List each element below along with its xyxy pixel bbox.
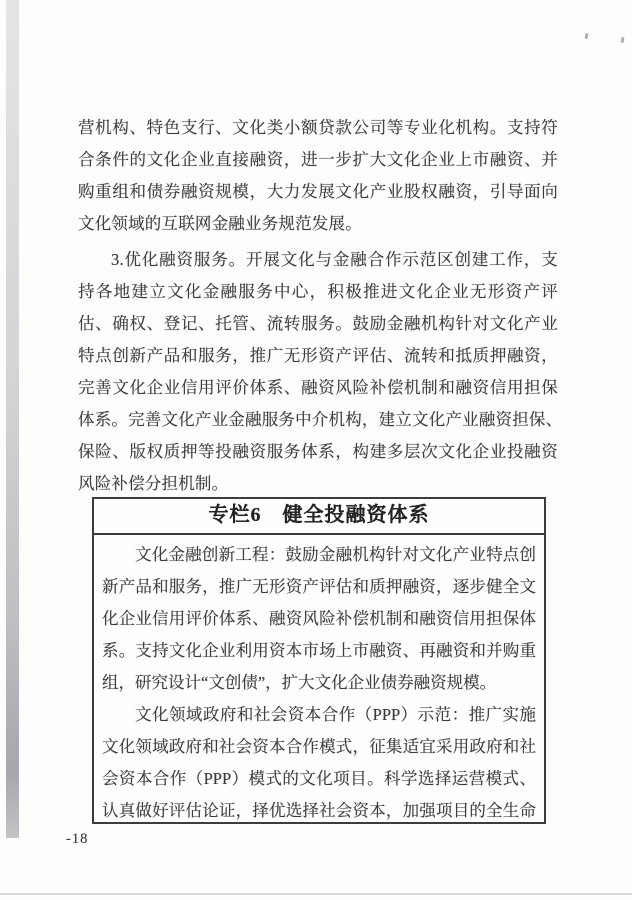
text-line: 组，研究设计“文创债”，扩大文化企业债券融资规模。: [102, 673, 497, 692]
body-paragraph: [78, 112, 558, 240]
callout-box-title: 专栏6 健全投融资体系: [94, 499, 544, 535]
scan-speck: [620, 37, 624, 43]
text-line: 营机构、特色支行、文化类小额贷款公司等专业化机构。支持符: [78, 118, 558, 137]
text-line: 特点创新产品和服务，推广无形资产评估、流转和抵质押融资，: [78, 346, 558, 365]
text-line: 体系。完善文化产业金融服务中介机构，建立文化产业融资担保、: [78, 410, 563, 429]
text-line: 估、确权、登记、托管、流转服务。鼓励金融机构针对文化产业: [78, 314, 558, 333]
text-line: 认真做好评估论证，择优选择社会资本，加强项目的全生命: [102, 801, 536, 820]
callout-box: [92, 497, 546, 824]
text-line: 新产品和服务，推广无形资产评估和质押融资，逐步健全文: [102, 577, 536, 596]
page-number: -18: [66, 831, 89, 847]
scan-edge-left: [6, 0, 19, 838]
text-line: 完善文化企业信用评价体系、融资风险补偿机制和融资信用担保: [78, 378, 558, 397]
document-body: [78, 112, 563, 500]
text-line: 化企业信用评价体系、融资风险补偿机制和融资信用担保体: [102, 609, 536, 628]
text-line: 系。支持文化企业利用资本市场上市融资、再融资和并购重: [102, 641, 536, 660]
callout-box-body: [94, 535, 544, 827]
text-line: 文化领域政府和社会资本合作模式，征集适宜采用政府和社: [102, 737, 536, 756]
text-line: 合条件的文化企业直接融资，进一步扩大文化企业上市融资、并: [78, 150, 558, 169]
text-line: 保险、版权质押等投融资服务体系，构建多层次文化企业投融资: [78, 442, 558, 461]
body-paragraph: [78, 244, 563, 500]
text-line: 持各地建立文化金融服务中心，积极推进文化企业无形资产评: [78, 282, 558, 301]
scan-edge-bottom: [0, 893, 632, 895]
text-line: 风险补偿分担机制。: [78, 474, 229, 493]
scan-speck: [584, 33, 588, 39]
text-line: 会资本合作（PPP）模式的文化项目。科学选择运营模式、: [102, 769, 536, 788]
text-line: 3.优化融资服务。开展文化与金融合作示范区创建工作，支: [111, 250, 558, 269]
text-line: 文化金融创新工程：鼓励金融机构针对文化产业特点创: [135, 545, 536, 564]
text-line: 购重组和债券融资规模，大力发展文化产业股权融资，引导面向: [78, 182, 558, 201]
text-line: 文化领域政府和社会资本合作（PPP）示范：推广实施: [135, 705, 536, 724]
text-line: 文化领域的互联网金融业务规范发展。: [78, 214, 362, 233]
